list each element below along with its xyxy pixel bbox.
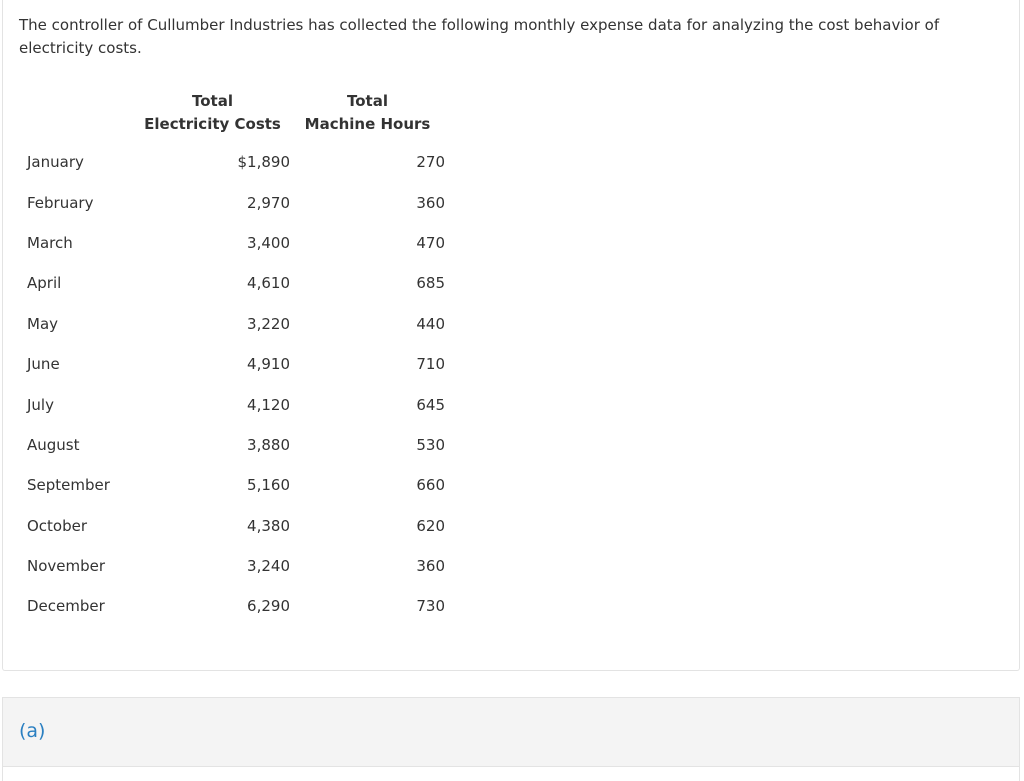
month-cell: January <box>27 153 84 172</box>
table-row <box>27 425 445 465</box>
machine-hours-cell: 470 <box>416 233 445 252</box>
machine-hours-cell: 685 <box>416 274 445 293</box>
machine-hours-cell: 530 <box>416 435 445 454</box>
electricity-cost-cell: 6,290 <box>247 597 290 616</box>
month-cell: February <box>27 193 94 212</box>
machine-hours-cell: 360 <box>416 557 445 576</box>
part-a-label: (a) <box>19 720 46 742</box>
machine-hours-cell: 710 <box>416 355 445 374</box>
electricity-cost-cell: 3,240 <box>247 557 290 576</box>
electricity-cost-cell: 2,970 <box>247 193 290 212</box>
machine-hours-cell: 730 <box>416 597 445 616</box>
machine-hours-header-line1: Total <box>347 92 388 110</box>
part-a-header[interactable] <box>2 697 1020 767</box>
electricity-costs-column-header <box>135 90 290 142</box>
table-row <box>27 344 445 384</box>
machine-hours-cell: 440 <box>416 314 445 333</box>
table-header-row <box>27 90 445 142</box>
question-prompt: The controller of Cullumber Industries has collected the following monthly expense data for analyzing the cost behavior of electricity costs. <box>19 16 940 57</box>
electricity-cost-cell: 5,160 <box>247 476 290 495</box>
month-cell: May <box>27 314 59 333</box>
month-column-header <box>27 90 135 142</box>
expense-table <box>27 90 445 627</box>
table-row <box>27 182 445 222</box>
month-cell: June <box>27 355 60 374</box>
machine-hours-column-header <box>290 90 445 142</box>
electricity-cost-cell: 4,120 <box>247 395 290 414</box>
electricity-cost-cell: 3,880 <box>247 435 290 454</box>
machine-hours-cell: 620 <box>416 516 445 535</box>
month-cell: August <box>27 435 80 454</box>
table-row <box>27 506 445 546</box>
machine-hours-cell: 660 <box>416 476 445 495</box>
machine-hours-cell: 360 <box>416 193 445 212</box>
machine-hours-cell: 645 <box>416 395 445 414</box>
month-cell: April <box>27 274 62 293</box>
machine-hours-header-line2: Machine Hours <box>304 115 431 133</box>
month-cell: March <box>27 233 73 252</box>
part-a-body <box>2 766 1020 781</box>
electricity-cost-cell: 3,400 <box>247 233 290 252</box>
month-cell: November <box>27 557 106 576</box>
table-row <box>27 384 445 424</box>
electricity-cost-cell: 3,220 <box>247 314 290 333</box>
table-row <box>27 263 445 303</box>
electricity-cost-cell: 4,610 <box>247 274 290 293</box>
electricity-costs-header-line2: Electricity Costs <box>144 115 281 133</box>
table-row <box>27 465 445 505</box>
machine-hours-cell: 270 <box>416 153 445 172</box>
month-cell: December <box>27 597 105 616</box>
table-row <box>27 304 445 344</box>
month-cell: October <box>27 516 88 535</box>
month-cell: July <box>27 395 54 414</box>
electricity-cost-cell: 4,910 <box>247 355 290 374</box>
month-cell: September <box>27 476 110 495</box>
table-row <box>27 142 445 182</box>
electricity-cost-cell: 4,380 <box>247 516 290 535</box>
electricity-cost-cell: $1,890 <box>237 153 290 172</box>
table-row <box>27 223 445 263</box>
table-row <box>27 586 445 626</box>
electricity-costs-header-line1: Total <box>192 92 233 110</box>
table-row <box>27 546 445 586</box>
question-card <box>2 0 1020 671</box>
